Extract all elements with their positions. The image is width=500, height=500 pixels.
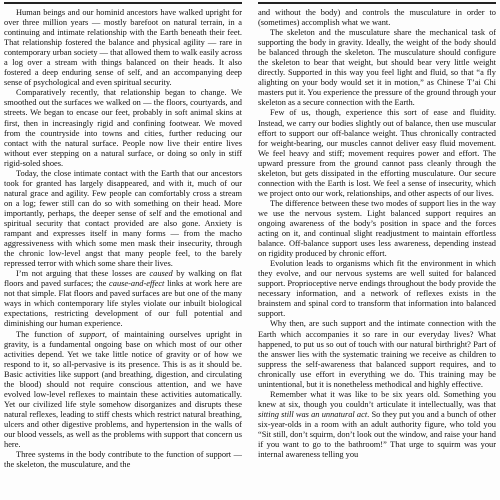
- paragraph-text: Human beings and our hominid ancestors have walked upright for over three million years — mostly barefoot on natural terrain, in a continuing and intimate relationship with the Earth beneath their feet. That relationship fostered the balance and physical agility — rare in contemporary urban society — that allowed them to walk easily across a log over a stream with things balanced on their heads. It also fostered a deep enduring sense of self, and an accompanying deep sense of psychological and even spiritual security.: [4, 8, 242, 88]
- paragraph: [4, 269, 242, 329]
- emphasis-text: sitting still was an unnatural act: [258, 409, 368, 419]
- paragraph-text: The skeleton and the musculature share the mechanical task of supporting the body in gravity. Ideally, the weight of the body should be balanced through the skeleton. The musculature should configure the skeleton to bear that weight, but should bear very little weight directly. Supported in this way you feel light and fluid, so that “a fly alighting on your body would set it in motion,” as Chinese T’ai Chi masters put it. You experience the pressure of the ground through your skeleton as a secure connection with the Earth.: [258, 28, 496, 108]
- paragraph: [258, 199, 496, 259]
- left-text-column: [4, 8, 242, 500]
- paragraph-text: . So they put you and a bunch of other six-year-olds in a room with an adult authority figure, who told you “Sit still, don’t squirm, don’t look out the window, and raise your hand if you want to go to the bathroom!” That urge to squirm was your internal awareness telling you: [258, 409, 496, 460]
- emphasis-text: caused: [149, 269, 173, 279]
- right-text-column: [258, 8, 496, 500]
- paragraph: [258, 259, 496, 319]
- top-rule-left: [4, 2, 242, 4]
- paragraph: [4, 8, 242, 88]
- paragraph: [258, 390, 496, 460]
- paragraph: [258, 108, 496, 198]
- paragraph: [258, 319, 496, 389]
- paragraph-text: links at work here are not that simple. Flat floors and paved surfaces are but one of the many ways in which contemporary life styles violate our inbuilt biological expectations, restricting development of our full potential and diminishing our human experience.: [4, 279, 242, 329]
- paragraph-text: and without the body) and controls the musculature in order to (sometimes) accomplish what we want.: [258, 8, 496, 28]
- paragraph-text: Evolution leads to organisms which fit the environment in which they evolve, and our nervous systems are well suited for balanced support. Proprioceptive nerve endings throughout the body provide the necessary information, and a network of reflexes exists in the brainstem and spinal cord to transform that information into balanced support.: [258, 259, 496, 319]
- paragraph-text: Comparatively recently, that relationship began to change. We smoothed out the surfaces we walked on — the floors, courtyards, and streets. We began to encase our feet, probably in soft animal skins at first, then in increasingly rigid and confining footwear. We moved from the countryside into towns and cities, further reducing our contact with the natural surface. People now live their entire lives without ever stepping on a natural surface, or doing so only in stiff rigid-soled shoes.: [4, 88, 242, 168]
- paragraph-text: Three systems in the body contribute to the function of support — the skeleton, the musculature, and the: [4, 450, 242, 470]
- paragraph-text: Remember what it was like to be six years old. Something you knew at six, though you couldn’t articulate it intellectually, was that: [258, 389, 496, 409]
- paragraph-text: I’m not arguing that these losses are: [16, 269, 150, 279]
- paragraph-text: by walking on flat floors and paved surfaces; the: [4, 269, 242, 289]
- paragraph: [258, 8, 496, 28]
- emphasis-text: support: [79, 329, 105, 339]
- paragraph-text: Why then, are such support and the intimate connection with the Earth which accompanies it so rare in our everyday lives? What happened, to put us so out of touch with our natural birthright? Part of the answer lies with the systematic training we receive as children to suppress the self-awareness that balanced support requires, and to chronically use effort in everything we do. This training may be unintentional, but it is nonetheless methodical and highly effective.: [258, 319, 496, 389]
- paragraph: [258, 28, 496, 108]
- paragraph-text: Few of us, though, experience this sort of ease and fluidity. Instead, we carry our bodies slightly out of balance, then use muscular effort to support our off-balance weight. Thus chronically contracted for weight-bearing, our muscles cannot deliver easy fluid movement. We feel heavy and stiff; movement requires power and effort. The upward pressure from the ground cannot pass cleanly through the skeleton, but gets dissipated in the efforting musculature. Our secure connection with the Earth is lost. We feel a sense of insecurity, which we project onto our work, relationships, and other aspects of our lives.: [258, 108, 496, 198]
- paragraph: [4, 450, 242, 470]
- paragraph-text: The function of: [16, 329, 80, 339]
- paragraph: [4, 169, 242, 269]
- paragraph-text: Today, the close intimate contact with the Earth that our ancestors took for granted has largely disappeared, and with it, much of our natural grace and agility. Few people can comfortably cross a stream on a log; fewer still can do so with something on their head. More importantly, perhaps, the deeper sense of self and the emotional and spiritual security that contact provided are also gone. Anxiety is rampant and expresses itself in many forms — from the macho aggressiveness with which some men mask their insecurity, through the chronic low-level angst that many people feel, to the barely repressed terror with which some share their lives.: [4, 168, 242, 269]
- paragraph: [4, 88, 242, 168]
- emphasis-text: cause-and-effect: [109, 279, 165, 289]
- paragraph: [4, 330, 242, 451]
- top-rule-right: [258, 2, 496, 4]
- paragraph-text: , of maintaining ourselves upright in gravity, is a fundamental ongoing base on which most of our other activities depend. Yet we take little notice of gravity or of how we respond to it, so all-pervasive is its presence. This is as it should be. Basic activities like support (and breathing, digestion, and circulating the blood) should not require conscious attention, and we have evolved low-level reflexes to maintain these activities automatically. Yet our civilized life style somehow disorganizes and disrupts these natural reflexes, leading to stiff chests which restrict natural breathing, ulcers and other digestive problems, and hypertension in the walls of our blood vessels, as well as the problems with support that concern us here.: [4, 329, 242, 450]
- paragraph-text: The difference between these two modes of support lies in the way we use the nervous system. Light balanced support requires an ongoing awareness of the body’s position in space and the forces acting on it, and continual slight readjustment to maintain effortless balance. Off-balance support uses less awareness, depending instead on rigidity produced by chronic effort.: [258, 198, 496, 259]
